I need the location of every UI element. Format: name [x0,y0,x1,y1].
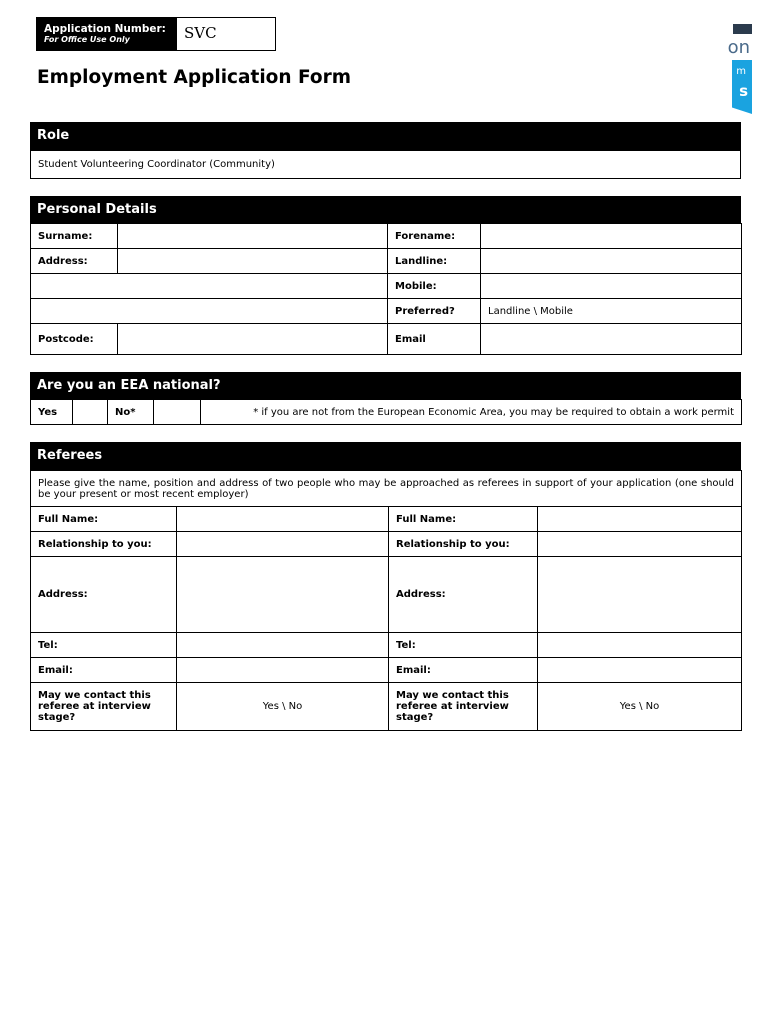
eea-no-label: No* [108,400,154,425]
address-label: Address: [31,249,118,274]
referee-1-address-field[interactable] [177,557,389,633]
referee-2-email-field[interactable] [538,658,742,683]
role-value: Student Volunteering Coordinator (Community) [31,151,741,179]
email-label: Email [388,324,481,355]
eea-yes-box[interactable] [73,400,108,425]
preferred-label: Preferred? [388,299,481,324]
referee-1-full-name-label: Full Name: [31,507,177,532]
mobile-label: Mobile: [388,274,481,299]
postcode-label: Postcode: [31,324,118,355]
referee-1-email-field[interactable] [177,658,389,683]
referee-1-email-label: Email: [31,658,177,683]
application-number-value[interactable]: SVC [184,24,217,42]
referee-1-relationship-field[interactable] [177,532,389,557]
referee-1-relationship-label: Relationship to you: [31,532,177,557]
role-table [30,150,741,179]
landline-label: Landline: [388,249,481,274]
landline-field[interactable] [481,249,742,274]
referee-2-email-label: Email: [389,658,538,683]
forename-field[interactable] [481,224,742,249]
address-field-line-3[interactable] [31,299,388,324]
referee-2-contact-label: May we contact this referee at interview stage? [389,683,538,731]
referee-1-address-label: Address: [31,557,177,633]
referee-1-contact-options[interactable]: Yes \ No [177,683,389,731]
email-field[interactable] [481,324,742,355]
role-header: Role [30,122,741,150]
referee-2-full-name-label: Full Name: [389,507,538,532]
address-field-line-2[interactable] [31,274,388,299]
forename-label: Forename: [388,224,481,249]
logo-text-top: on [727,37,750,58]
eea-yes-label: Yes [31,400,73,425]
referee-1-full-name-field[interactable] [177,507,389,532]
referees-header: Referees [30,442,741,470]
mobile-field[interactable] [481,274,742,299]
referee-2-tel-field[interactable] [538,633,742,658]
logo-text-bottom: s [739,82,748,100]
surname-label: Surname: [31,224,118,249]
preferred-options[interactable]: Landline \ Mobile [481,299,742,324]
office-use-only-note: For Office Use Only [44,35,130,44]
referees-table [30,470,742,731]
logo-text-mid: m [736,66,746,77]
application-number-label-cell [37,18,177,50]
eea-no-box[interactable] [154,400,201,425]
personal-details-header: Personal Details [30,196,741,224]
referee-2-address-field[interactable] [538,557,742,633]
referee-1-tel-field[interactable] [177,633,389,658]
eea-table [30,399,742,425]
referee-2-address-label: Address: [389,557,538,633]
eea-header: Are you an EEA national? [30,372,741,400]
application-number-box [36,17,276,51]
application-number-label: Application Number: [44,23,166,35]
personal-details-table [30,223,742,355]
surname-field[interactable] [118,224,388,249]
referee-1-tel-label: Tel: [31,633,177,658]
logo-bar [733,24,752,34]
work-permit-note: * if you are not from the European Economic Area, you may be required to obtain a work permit [201,400,742,425]
form-title: Employment Application Form [37,67,351,88]
referee-2-relationship-label: Relationship to you: [389,532,538,557]
referee-2-contact-options[interactable]: Yes \ No [538,683,742,731]
address-field-line-1[interactable] [118,249,388,274]
logo [727,24,752,114]
referee-2-tel-label: Tel: [389,633,538,658]
referee-2-full-name-field[interactable] [538,507,742,532]
postcode-field[interactable] [118,324,388,355]
referee-2-relationship-field[interactable] [538,532,742,557]
referee-1-contact-label: May we contact this referee at interview stage? [31,683,177,731]
referees-intro: Please give the name, position and address of two people who may be approached as referees in support of your application (one should be your present or most recent employer) [31,471,742,507]
